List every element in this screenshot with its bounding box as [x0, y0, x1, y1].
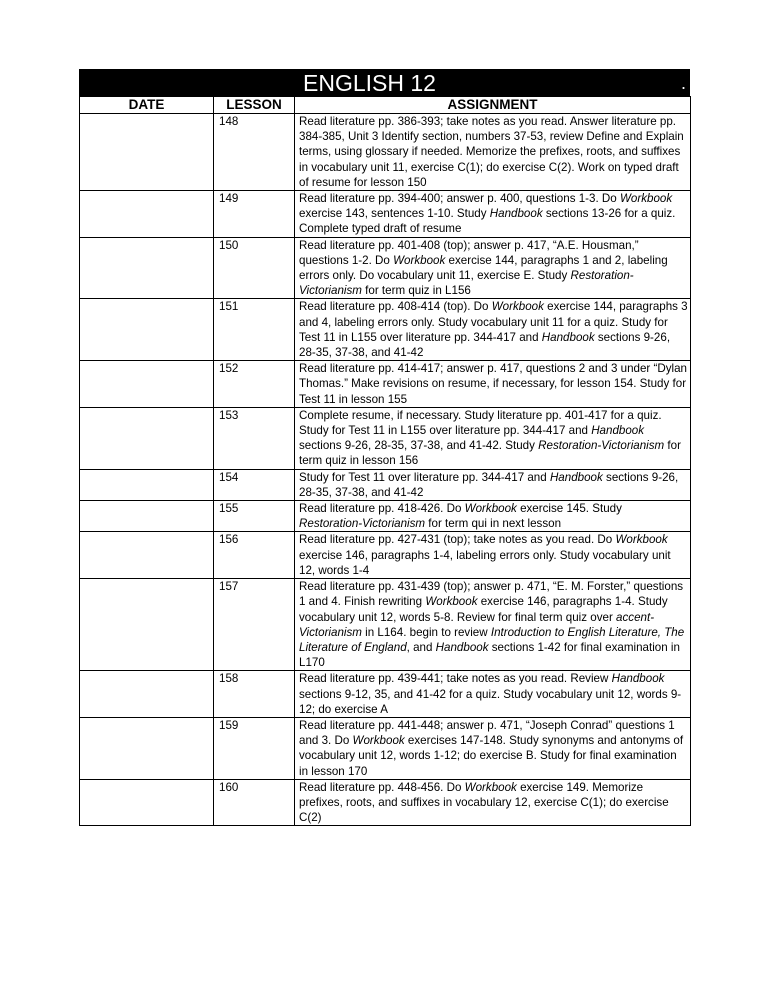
assignment-text: Read literature pp. 401-408 (top); answer p. 417, “A.E. Housman,” questions 1-2. Do: [299, 238, 639, 267]
assignment-italic-text: Workbook: [425, 595, 478, 609]
assignment-cell: [295, 779, 691, 826]
assignment-text: Read literature pp. 441-448; answer p. 471, “Joseph Conrad” questions 1 and 3. Do: [299, 718, 675, 748]
assignment-italic-text: Workbook: [352, 734, 405, 748]
lesson-number-cell: 154: [214, 469, 295, 500]
assignment-italic-text: Handbook: [591, 424, 645, 438]
table-row: [80, 469, 691, 500]
assignment-text: , and: [406, 640, 436, 654]
lesson-number-cell: 150: [214, 237, 295, 299]
assignment-cell: [295, 532, 691, 579]
assignment-text: exercise 143, sentences 1-10. Study: [299, 207, 490, 221]
assignment-italic-text: Handbook: [549, 470, 603, 484]
assignment-italic-text: Handbook: [611, 672, 665, 686]
date-cell: [80, 237, 214, 299]
assignment-cell: [295, 501, 691, 532]
table-row: [80, 299, 691, 361]
assignment-italic-text: Introduction to English Literature, The Literature of England: [299, 625, 685, 654]
assignment-cell: [295, 671, 691, 718]
lesson-number-cell: 149: [214, 191, 295, 238]
table-row: [80, 532, 691, 579]
assignment-cell: [295, 191, 691, 238]
assignment-cell: [295, 237, 691, 299]
assignment-italic-text: Handbook: [435, 640, 489, 654]
date-cell: [80, 361, 214, 408]
table-row: [80, 501, 691, 532]
assignment-text: for term quiz in L156: [361, 284, 471, 298]
lesson-number-cell: 159: [214, 717, 295, 779]
table-row: [80, 579, 691, 671]
table-row: [80, 114, 691, 191]
assignment-italic-text: Workbook: [615, 533, 668, 547]
assignment-text: sections 1-42 for final examination in L170: [299, 640, 680, 670]
assignment-cell: [295, 407, 691, 469]
assignment-text: in L164. begin to review: [361, 625, 491, 639]
assignment-cell: [295, 299, 691, 361]
assignment-text: Complete resume, if necessary. Study literature pp. 401-417 for a quiz. Study for Test 11 in L155 over literature pp. 344-417 and: [299, 408, 662, 438]
title-bar: [79, 69, 690, 96]
lesson-number-cell: 157: [214, 579, 295, 671]
date-cell: [80, 779, 214, 826]
date-cell: [80, 717, 214, 779]
assignment-text: exercise 144, paragraphs 1 and 2, labeling errors only. Do vocabulary unit 11, exercise E. Study: [299, 253, 668, 283]
assignment-text: sections 13-26 for a quiz. Complete typed draft of resume: [299, 207, 676, 236]
assignment-italic-text: Restoration-Victorianism: [299, 269, 634, 298]
assignment-text: sections 9-26, 28-35, 37-38, and 41-42: [299, 470, 679, 499]
title-trailing-mark: .: [680, 73, 686, 93]
date-cell: [80, 191, 214, 238]
schedule-sheet: [79, 69, 690, 826]
assignment-italic-text: Handbook: [541, 330, 595, 344]
assignment-italic-text: Workbook: [393, 253, 446, 267]
date-cell: [80, 407, 214, 469]
table-row: [80, 671, 691, 718]
assignment-text: sections 9-26, 28-35, 37-38, and 41-42. Study: [299, 439, 539, 453]
assignment-text: Read literature pp. 394-400; answer p. 400, questions 1-3. Do: [299, 192, 620, 206]
assignment-text: exercise 149. Memorize prefixes, roots, and suffixes in vocabulary 12, exercise C(1); do exercise C(2): [299, 780, 669, 825]
assignment-text: for term qui in next lesson: [425, 517, 562, 531]
column-header-assignment: ASSIGNMENT: [295, 97, 691, 114]
lesson-number-cell: 153: [214, 407, 295, 469]
assignment-italic-text: Restoration-Victorianism: [538, 439, 665, 453]
date-cell: [80, 501, 214, 532]
assignment-text: for term quiz in lesson 156: [299, 439, 681, 468]
lesson-number-cell: 160: [214, 779, 295, 826]
assignment-italic-text: Workbook: [491, 300, 544, 314]
assignment-cell: [295, 717, 691, 779]
assignment-text: Read literature pp. 386-393; take notes as you read. Answer literature pp. 384-385, Unit 3 Identify section, numbers 37-53, review Define and Explain terms, using glossary if needed. Memorize the prefixes, roots, and suffixes in vocabulary unit 11, exercise C(1); do exercise C(2). Work on typed draft of resume for lesson 150: [299, 115, 684, 189]
assignment-cell: [295, 469, 691, 500]
column-header-lesson: LESSON: [214, 97, 295, 114]
assignment-text: exercise 146, paragraphs 1-4. Study vocabulary unit 12, words 5-8. Review for final term quiz over: [299, 595, 668, 624]
assignment-text: exercise 145. Study: [516, 502, 622, 516]
assignment-text: Read literature pp. 448-456. Do: [299, 780, 465, 794]
assignment-italic-text: Workbook: [619, 192, 673, 206]
assignment-text: Read literature pp. 418-426. Do: [299, 502, 465, 516]
assignment-text: Study for Test 11 over literature pp. 344-417 and: [299, 470, 550, 484]
table-row: [80, 237, 691, 299]
page-title: ENGLISH 12: [303, 70, 436, 96]
table-row: [80, 407, 691, 469]
assignment-text: sections 9-12, 35, and 41-42 for a quiz. Study vocabulary unit 12, words 9-12; do exercise A: [299, 687, 682, 716]
date-cell: [80, 469, 214, 500]
assignment-cell: [295, 114, 691, 191]
lesson-number-cell: 155: [214, 501, 295, 532]
lesson-number-cell: 148: [214, 114, 295, 191]
table-header-row: [80, 97, 691, 114]
date-cell: [80, 532, 214, 579]
assignment-text: Read literature pp. 431-439 (top); answer p. 471, “E. M. Forster,” questions 1 and 4. Finish rewriting: [299, 580, 684, 609]
assignment-text: Read literature pp. 427-431 (top); take notes as you read. Do: [299, 533, 616, 547]
assignment-text: exercise 144, paragraphs 3 and 4, labeling errors only. Study vocabulary unit 11 for a quiz. Study for Test 11 in L155 over literature pp. 344-417 and: [299, 300, 688, 344]
lesson-number-cell: 152: [214, 361, 295, 408]
assignment-text: Read literature pp. 439-441; take notes as you read. Review: [299, 672, 612, 686]
lesson-number-cell: 156: [214, 532, 295, 579]
assignment-italic-text: Workbook: [464, 780, 517, 794]
assignment-text: Read literature pp. 408-414 (top). Do: [299, 300, 492, 314]
assignment-italic-text: Restoration-Victorianism: [299, 517, 426, 531]
date-cell: [80, 114, 214, 191]
date-cell: [80, 579, 214, 671]
lesson-number-cell: 158: [214, 671, 295, 718]
assignment-cell: [295, 361, 691, 408]
assignment-cell: [295, 579, 691, 671]
table-row: [80, 779, 691, 826]
table-row: [80, 191, 691, 238]
date-cell: [80, 671, 214, 718]
assignment-text: sections 9-26, 28-35, 37-38, and 41-42: [299, 330, 671, 360]
date-cell: [80, 299, 214, 361]
assignment-text: exercises 147-148. Study synonyms and antonyms of vocabulary unit 12, words 1-12; do exercise B. Study for final examination in lesson 170: [299, 734, 684, 778]
column-header-date: DATE: [80, 97, 214, 114]
table-row: [80, 361, 691, 408]
assignment-italic-text: Handbook: [489, 207, 543, 221]
assignment-text: Read literature pp. 414-417; answer p. 417, questions 2 and 3 under “Dylan Thomas.” Make revisions on resume, if necessary, for lesson 154. Study for Test 11 in lesson 155: [299, 362, 687, 406]
table-row: [80, 717, 691, 779]
assignment-italic-text: Workbook: [464, 502, 517, 516]
assignment-table: [79, 96, 691, 826]
lesson-number-cell: 151: [214, 299, 295, 361]
assignment-text: exercise 146, paragraphs 1-4, labeling errors only. Study vocabulary unit 12, words 1-4: [299, 548, 671, 577]
assignment-italic-text: accent-Victorianism: [299, 610, 655, 639]
table-body: [80, 114, 691, 826]
